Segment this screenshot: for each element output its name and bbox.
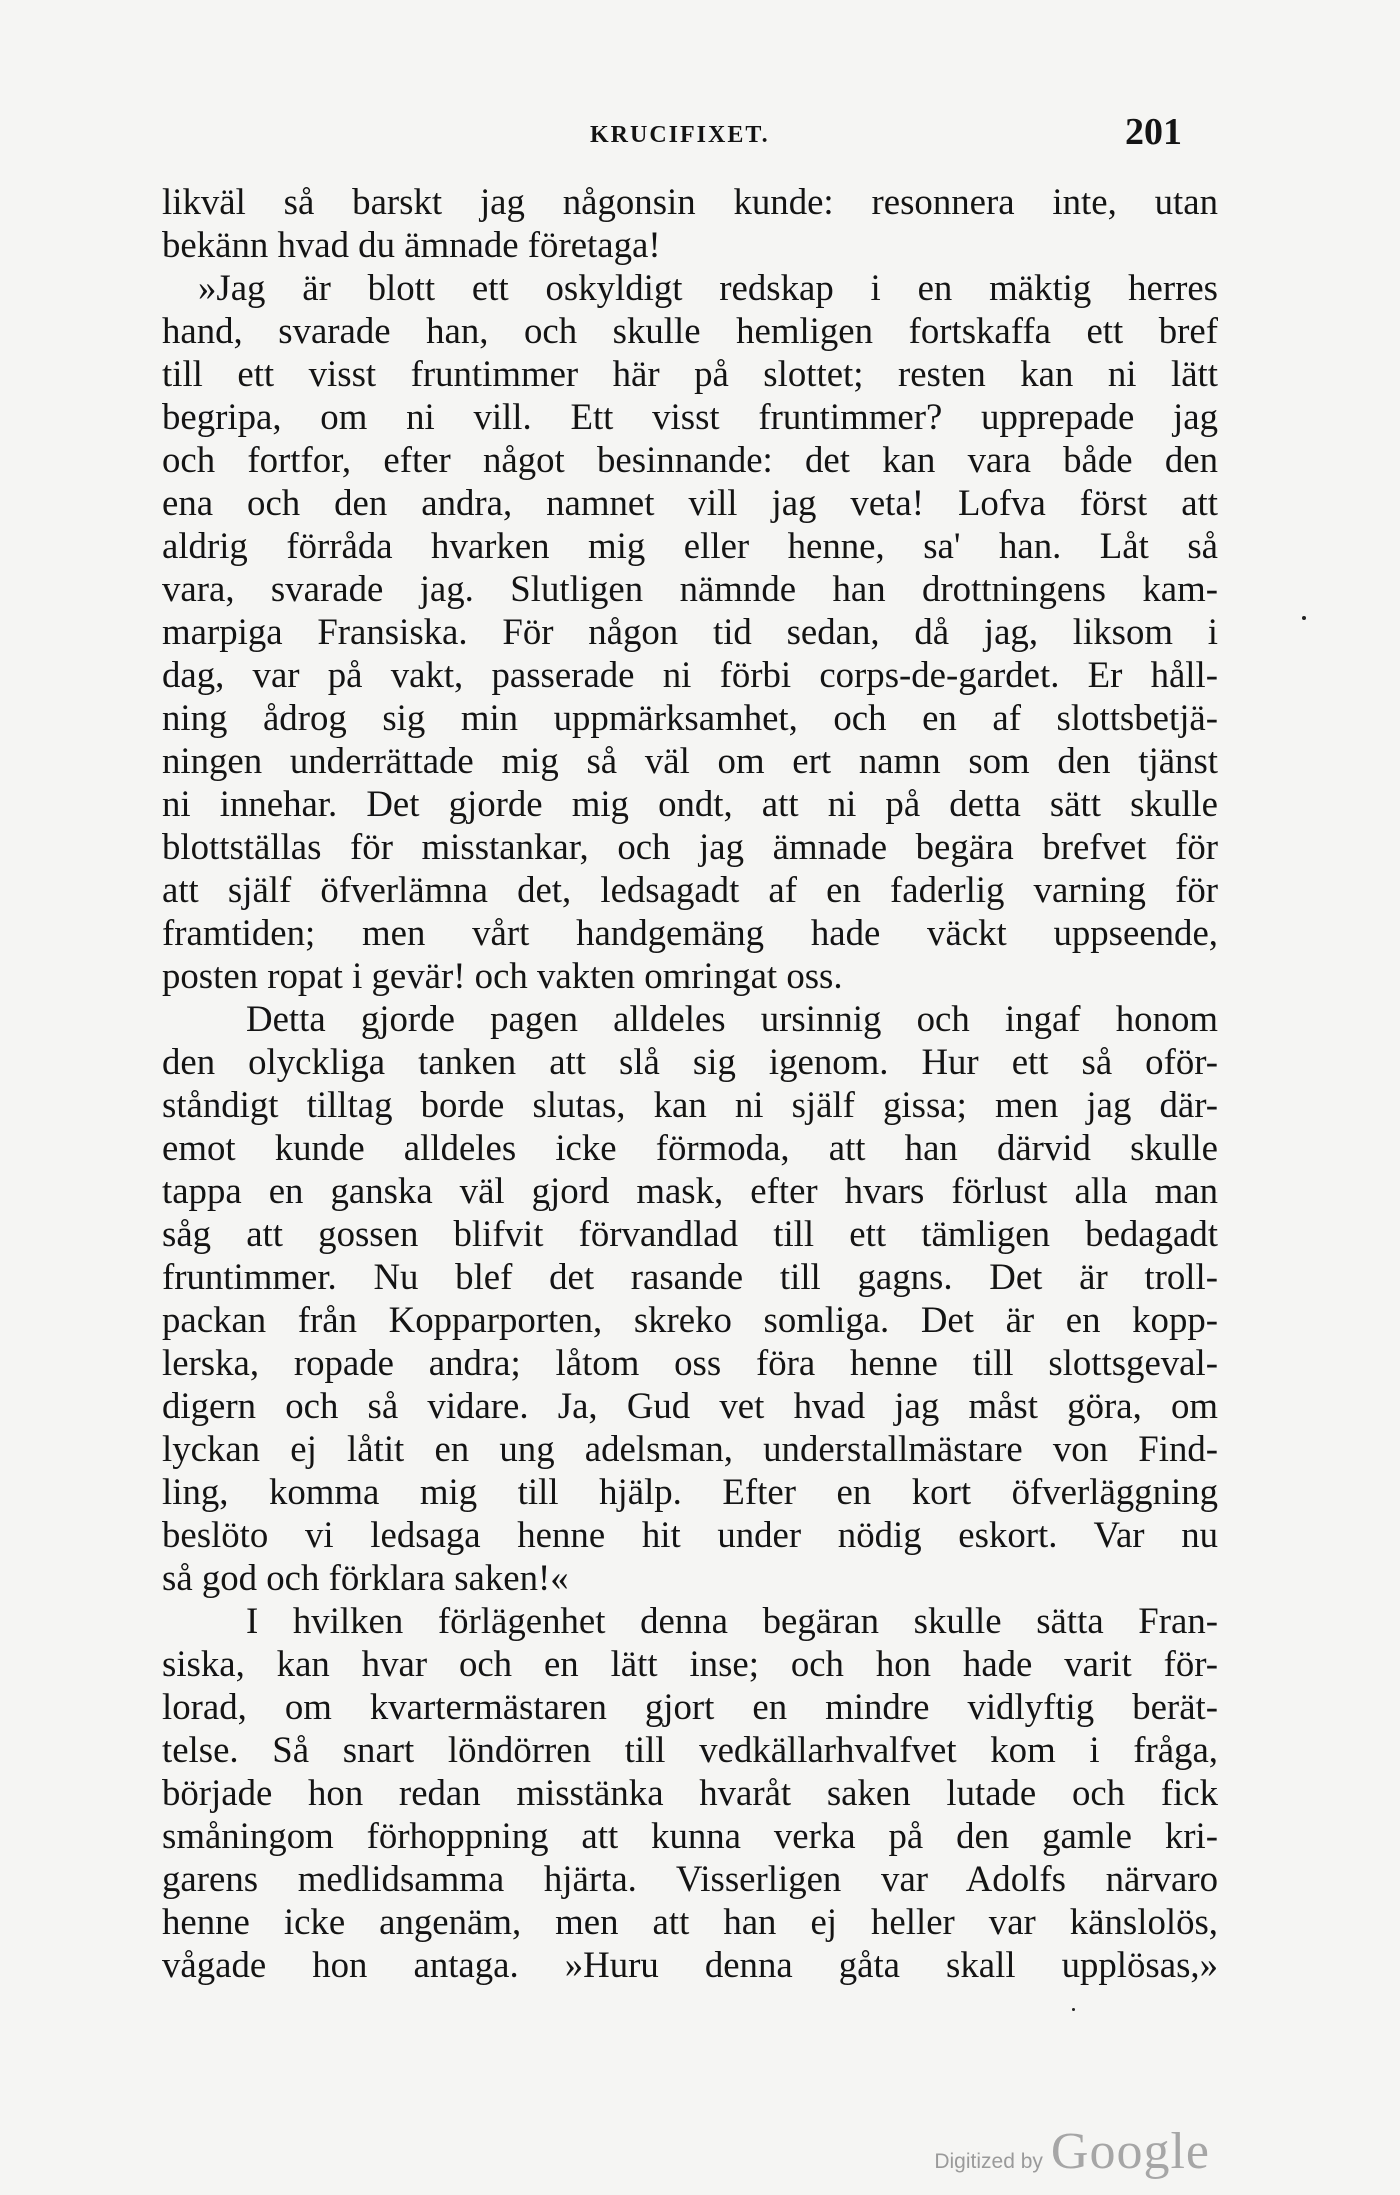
text-line: »Jag är blott ett oskyldigt redskap i en mäktig herres [198,267,1218,308]
text-line: den olyckliga tanken att slå sig igenom. Hur ett så oför- [162,1041,1218,1082]
text-line: siska, kan hvar och en lätt inse; och hon hade varit för- [162,1643,1218,1684]
text-line: garens medlidsamma hjärta. Visserligen var Adolfs närvaro [162,1858,1218,1899]
text-line: tappa en ganska väl gjord mask, efter hvars förlust alla man [162,1170,1218,1211]
text-line: dag, var på vakt, passerade ni förbi corps-de-gardet. Er håll- [162,654,1218,695]
watermark-text: Digitized by [934,2150,1043,2173]
text-line: I hvilken förlägenhet denna begäran skulle sätta Fran- [246,1600,1218,1641]
text-line: telse. Så snart löndörren till vedkällarhvalfvet kom i fråga, [162,1729,1218,1770]
print-speck [1302,616,1306,620]
text-line: bekänn hvad du ämnade företaga! [162,224,661,265]
text-line: ena och den andra, namnet vill jag veta! Lofva först att [162,482,1218,523]
digitized-watermark [934,2122,1210,2181]
text-line: Detta gjorde pagen alldeles ursinnig och ingaf honom [246,998,1218,1039]
text-line: lerska, ropade andra; låtom oss föra henne till slottsgeval- [162,1342,1218,1383]
text-line: så god och förklara saken!« [162,1557,569,1598]
text-line: begripa, om ni vill. Ett visst fruntimmer? upprepade jag [162,396,1218,437]
text-line: emot kunde alldeles icke förmoda, att han därvid skulle [162,1127,1218,1168]
text-line: lyckan ej låtit en ung adelsman, understallmästare von Find- [162,1428,1218,1469]
text-line: att själf öfverlämna det, ledsagadt af en faderlig varning för [162,869,1218,910]
text-line: posten ropat i gevär! och vakten omringat oss. [162,955,843,996]
text-line: småningom förhoppning att kunna verka på den gamle kri- [162,1815,1218,1856]
body-text [162,180,1218,1986]
text-line: började hon redan misstänka hvaråt saken lutade och fick [162,1772,1218,1813]
print-speck [1072,2008,1075,2011]
text-line: fruntimmer. Nu blef det rasande till gagns. Det är troll- [162,1256,1218,1297]
text-line: henne icke angenäm, men att han ej heller var känslolös, [162,1901,1218,1942]
page-number: 201 [1125,111,1182,153]
text-line: likväl så barskt jag någonsin kunde: resonnera inte, utan [162,181,1218,222]
text-line: vara, svarade jag. Slutligen nämnde han drottningens kam- [162,568,1218,609]
text-line: såg att gossen blifvit förvandlad till ett tämligen bedagadt [162,1213,1218,1254]
text-line: ning ådrog sig min uppmärksamhet, och en af slottsbetjä- [162,697,1218,738]
text-line: beslöto vi ledsaga henne hit under nödig eskort. Var nu [162,1514,1218,1555]
text-line: ståndigt tilltag borde slutas, kan ni själf gissa; men jag där- [162,1084,1218,1125]
text-line: ni innehar. Det gjorde mig ondt, att ni på detta sätt skulle [162,783,1218,824]
text-line: aldrig förråda hvarken mig eller henne, sa' han. Låt så [162,525,1218,566]
google-logo: Google [1050,2123,1210,2180]
text-line: till ett visst fruntimmer här på slottet; resten kan ni lätt [162,353,1218,394]
text-line: packan från Kopparporten, skreko somliga. Det är en kopp- [162,1299,1218,1340]
text-line: lorad, om kvartermästaren gjort en mindre vidlyftig berät- [162,1686,1218,1727]
text-line: och fortfor, efter något besinnande: det kan vara både den [162,439,1218,480]
text-line: blottställas för misstankar, och jag ämnade begära brefvet för [162,826,1218,867]
text-line: digern och så vidare. Ja, Gud vet hvad jag måst göra, om [162,1385,1218,1426]
text-line: vågade hon antaga. »Huru denna gåta skall upplösas,» [162,1944,1218,1985]
running-head: KRUCIFIXET. [590,122,770,148]
text-line: hand, svarade han, och skulle hemligen fortskaffa ett bref [162,310,1218,351]
text-line: framtiden; men vårt handgemäng hade väckt uppseende, [162,912,1218,953]
text-line: marpiga Fransiska. För någon tid sedan, då jag, liksom i [162,611,1218,652]
text-line: ling, komma mig till hjälp. Efter en kort öfverläggning [162,1471,1218,1512]
text-line: ningen underrättade mig så väl om ert namn som den tjänst [162,740,1218,781]
